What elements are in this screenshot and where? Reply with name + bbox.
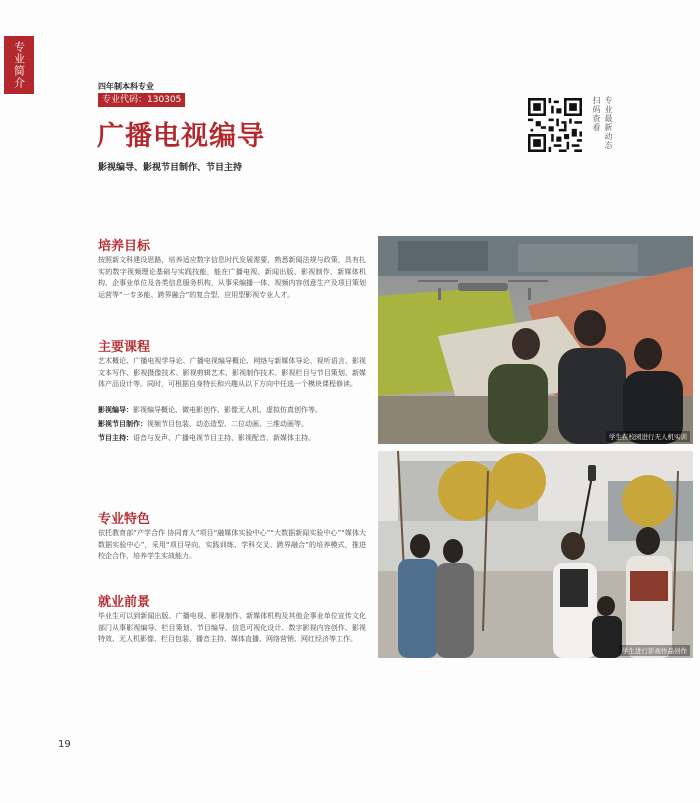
course-module-text: 语音与发声、广播电视节目主持、影视配音、新媒体主持。 <box>133 434 315 442</box>
photo-caption: 学生进行影视作品创作 <box>619 645 690 656</box>
courses-text: 艺术概论、广播电视学导论、广播电视编导概论、网络与新媒体导论、视听语言、影视文本写作、影视摄像技术、影视剪辑艺术、影视制作技术、影视栏目与节目策划、新媒体产品设计等。同时，可根据自身特长和兴趣从以下方向中任选一个模块课程修读。 <box>98 357 366 388</box>
major-code-badge: 专业代码：130305 <box>98 93 185 107</box>
course-module-name: 节目主持： <box>98 434 133 442</box>
photo-caption: 学生在校园进行无人机实训 <box>606 431 690 442</box>
features-text: 依托教育部“产学合作 协同育人”项目“融媒体实验中心”“大数据新闻实验中心”“媒体大数据实验中心”，采用“项目导向、实践训练、学科交叉、跨界融合”的培养模式，推进校企合作，培养学生实战能力。 <box>98 529 366 560</box>
goal-heading: 培养目标 <box>98 239 151 254</box>
course-module-name: 影视节目制作： <box>98 420 147 428</box>
course-module <box>98 419 366 431</box>
course-module-name: 影视编导： <box>98 406 133 414</box>
career-text: 毕业生可以到新闻出版、广播电视、影视制作、新媒体机构及其他企事业单位宣传文化部门从事影视编导、栏目策划、节目编导、信息可视化设计、数字影视内容创作、影视特效、无人机影像、栏目包装、播音主持、媒体直播、网络营销、网红经济等工作。 <box>98 612 366 643</box>
qr-caption-line: 专业最新动态 <box>604 96 613 150</box>
course-module <box>98 405 366 417</box>
goal-text: 按照新文科建设思路，培养适应数字信息时代发展需要，熟悉新闻法规与政策，具有扎实的数字视频理论基础与实践技能，能在广播电视、新闻出版、影视制作、新媒体机构、企事业单位及各类信息服务机构，从事采编播一体、视频内容创意生产及项目策划运营等“一专多能、跨界融合”的复合型、应用型影视专业人才。 <box>98 256 366 299</box>
course-module-text: 视频节目包装、动态造型、二位动画、三维动画等。 <box>147 420 308 428</box>
film-production-photo <box>378 451 693 658</box>
major-directions: 影视编导、影视节目制作、节目主持 <box>98 163 243 173</box>
section-tab: 专业简介 <box>4 36 34 94</box>
qr-caption-line: 扫码查看 <box>592 96 601 132</box>
drone-training-photo <box>378 236 693 444</box>
courses-heading: 主要课程 <box>98 340 151 355</box>
course-module <box>98 433 366 445</box>
major-title: 广播电视编导 <box>97 121 265 152</box>
degree-label: 四年制本科专业 <box>98 82 154 91</box>
qr-code-icon[interactable] <box>528 98 582 152</box>
career-heading: 就业前景 <box>98 595 151 610</box>
page-number: 19 <box>58 739 71 750</box>
features-heading: 专业特色 <box>98 512 151 527</box>
qr-caption <box>591 96 613 150</box>
course-module-text: 影视编导概论、微电影创作、影像无人机、虚拟仿真创作等。 <box>133 406 322 414</box>
